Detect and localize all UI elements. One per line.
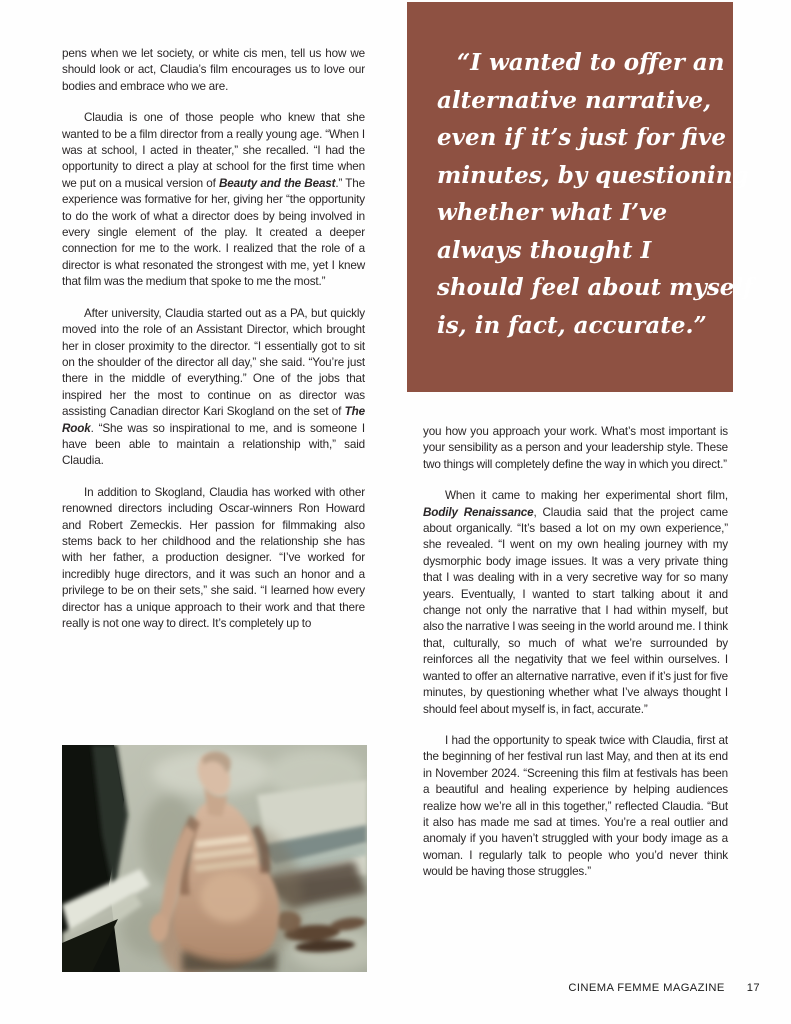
body-text: When it came to making her experimental short film, xyxy=(445,489,728,503)
paragraph xyxy=(62,306,365,470)
paragraph xyxy=(423,733,728,881)
body-text: In addition to Skogland, Claudia has worked with other renowned directors including Oscar-winners Ron Howard and Robert Zemeckis. Her passion for filmmaking also stems back to her childhood and the relationship she has with her father, a production designer. “I’ve worked for incredibly huge directors, and it was such an honor and a privilege to be on their sets,” she said. “I learned how every director has a unique approach to their work and that there really is not one way to direct. It’s completely up to xyxy=(62,485,365,630)
body-text: Claudia is one of those people who knew that she wanted to be a film director from a really young age. “When I was at school, I acted in theater,” she recalled. “I had the opportunity to direct a play at school for the first time when we put on a musical version of xyxy=(62,111,365,190)
body-text: After university, Claudia started out as a PA, but quickly moved into the role of an Assistant Director, which brought her in closer proximity to the director. “I essentially got to sit on the shoulder of the director all day,” she said. “You’re just there in the middle of everything.” One of the jobs that inspired her the most to continue on as director was assisting Canadian director Kari Skogland on the set of xyxy=(62,306,365,419)
page-number: 17 xyxy=(746,982,760,994)
film-title: The Rook xyxy=(62,405,365,435)
paragraph xyxy=(423,424,728,473)
paragraph xyxy=(62,485,365,633)
pull-quote xyxy=(407,2,754,392)
film-still-illustration xyxy=(62,745,367,972)
film-title: Bodily Renaissance xyxy=(423,505,534,519)
left-column xyxy=(62,46,365,647)
pull-quote-text xyxy=(437,44,754,344)
paragraph xyxy=(62,46,365,95)
article-photo xyxy=(62,745,367,972)
right-column xyxy=(423,424,728,896)
quote-line: always thought I xyxy=(437,236,652,264)
body-text: . “She was so inspirational to me, and is someone I have been able to maintain a relationship with,” said Claudia. xyxy=(62,421,365,468)
body-text: pens when we let society, or white cis men, tell us how we should look or act, Claudia’s film encourages us to love our bodies and embrace who we are. xyxy=(62,47,365,93)
quote-line: whether what I’ve xyxy=(437,199,668,226)
body-text: I had the opportunity to speak twice with Claudia, first at the beginning of her festival run last May, and then at its end in November 2024. “Screening this film at festivals has been a beautiful and healing experience by helping audiences realize how we’re all in this together,” reflected Claudia. “But it also has made me sad at times. You’re a real outlier and anomaly if you haven’t struggled with your body image as a woman. I regularly talk to people who you’d never think would be having those struggles.” xyxy=(423,733,728,879)
paragraph xyxy=(423,488,728,718)
quote-line: is, in fact, accurate.” xyxy=(437,311,707,339)
quote-line: should feel about myself xyxy=(437,274,754,301)
quote-line: “I wanted to offer an xyxy=(457,49,725,76)
body-text: , Claudia said that the project came about organically. “It’s based a lot on my own experience,” she revealed. “I went on my own healing journey with my dysmorphic body image issues. It was a very private thing that I was dealing with in a very secretive way for so many years. Eventually, I wanted to start talking about it and change not only the narrative that I had within myself, but also the narrative I was seeing in the world around me. I think that, culturally, so much of what we’re surrounded by reinforces all the negativity that we feel within ourselves. I wanted to offer an alternative narrative, even if it’s just for five minutes, by questioning whether what I’ve always thought I should feel about myself is, in fact, accurate.” xyxy=(423,505,728,716)
body-text: .” The experience was formative for her, giving her “the opportunity to do the work of what a director does by being involved in every single element of the play. It created a deeper connection for me to the work. I realized that the role of a director is what resonated the strongest with me, yet I knew that film was the medium that spoke to me the most.” xyxy=(62,176,365,289)
quote-line: even if it’s just for five xyxy=(437,124,727,151)
quote-line: minutes, by questioning xyxy=(437,161,749,189)
magazine-name: CINEMA FEMME MAGAZINE xyxy=(568,982,725,994)
page-footer xyxy=(423,982,760,994)
paragraph xyxy=(62,110,365,290)
body-text: you how you approach your work. What’s most important is your sensibility as a person and your leadership style. These two things will completely define the way in which you direct.” xyxy=(423,425,728,471)
quote-line: alternative narrative, xyxy=(437,86,712,114)
film-title: Beauty and the Beast xyxy=(219,176,336,190)
